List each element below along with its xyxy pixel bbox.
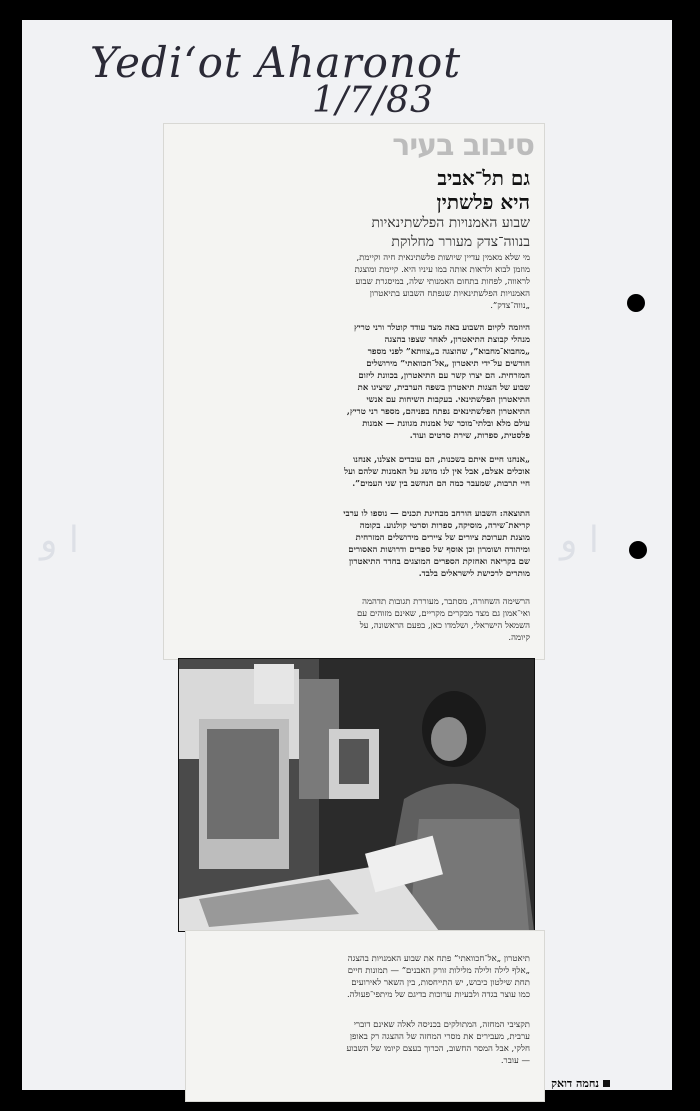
section-heading: סיבוב בעיר (392, 128, 534, 163)
headline (230, 166, 530, 214)
byline-square-icon (603, 1080, 610, 1087)
article-paragraph-5: הרשימה השחורה, מסתבר, מעוררת תגובות תדהמה ואי־אמון גם מצד מבקרים מקריים, שאינם מזוהים עם השמאל הישראלי, ושלמדו כאן, בפעם הראשונה, על קיומה. (357, 597, 530, 643)
article-paragraph-2: היוזמה לקיום השבוע באה מצד עודד קוטלר ורני טריץ מנהלי קבוצת התיאטרון, לאחר שצפו בהצגה „מחבוא־מחבוא”, שהוצגה ב„צוותא” לפני מספר חודשים על־ידי תיאטרון „אל־חכוואתי” מירושלים המזרחית. הם יצרו קשר עם התיאטרון, בכוונת ליזום שבוע של הצגות תיאטרון בשפה הערבית, שיציגו את התיאטרון הפלשתינאי. בעקבות השיחות עם אנשי התיאטרון הפלשתינאים נפתח בפניהם, מספר רני טריץ, עולם מלא ובלתי־מוכר של אמנות מגוונת — אמנות פלסטית, ספרות, שירת סרטים ועוד. (346, 323, 530, 441)
byline (551, 1077, 610, 1090)
article-paragraph-6: תיאטרון „אל־חכוואתי” פתח את שבוע האמנויות בהצגה „אלף לילה ולילה מלילות זורק האבנים” — תמונות חיים תחת שילטון כיבוש, יש התייחסות, בין השאר לאירועים כמו עוצר בגדה ולבעיות ערוכות בדיגם של מיתפי־פעולה. (346, 954, 530, 1000)
photo-scene (179, 659, 534, 931)
handwritten-source: Yedi‘ot Aharonot (90, 38, 462, 87)
byline-author: נחמה דואק (551, 1077, 599, 1090)
subheadline-line-1: שבוע האמנויות הפלשתינאיות (371, 215, 530, 231)
article-paragraph-7: תקציבי המחזה, המתולקים בכניסה לאלה שאינם דוברי ערבית, מעבירים את מסרי המחזה של ההצגה רק באופן חלקי, אבל המסר החשוב, הכרוך בעצם קיומו של השבוע — עובר. (346, 1020, 530, 1066)
bleed-through-mark: ﺍ ﻭ (40, 520, 79, 561)
handwritten-date: 1/7/83 (312, 80, 434, 121)
article-paragraph-3: „אנחנו חיים איתם בשכנות, הם עובדים אצלנו, אנחנו אוכלים אצלם, אבל אין לנו מושג על האמנות שלהם ועל חיי תרבות, שמעבר כמה הם הנחשב בין שני העמים”. (344, 455, 530, 489)
punch-hole-bottom (629, 541, 647, 559)
exhibition-photo (178, 658, 535, 932)
punch-hole-top (627, 294, 645, 312)
headline-line-2: היא פלשתין (436, 190, 530, 214)
newspaper-clipping-continued (185, 930, 545, 1102)
headline-line-1: גם תל־אביב (437, 166, 530, 190)
bleed-through-mark: ﺍ ﻭ (560, 520, 599, 561)
subheadline (210, 214, 530, 252)
newspaper-clipping (163, 123, 545, 660)
article-paragraph-1: מי שלא מאמין עדיין שיושות פלשתינאית חיה וקיימת, מוזמן לבוא ולראות אותה במו עיניו היא. קיימת ומוצגת לראווה, לפחות בתחום האמנותי שלה, במיסגרת שבוע האמנויות הפלשתינאיות שנפתח השבוע בתיאטרון „נווה־צדק”. (354, 253, 530, 311)
article-paragraph-4: התוצאה: השבוע הורחב מבחינת תכנים — נוספו לו ערבי קריאת־שירה, מוסיקה, ספרות וסרטי קולנוע. בקומה מוצגת תערוכת ציורים של ציירים מירושלים המזרחית ומיהודה ושומרון וכן אוסף של ספרים ודרושות האסורים שם בקריאה ואחזקת הספרים המוצגים בחדר התיאטרון מותרים לרכישת לישראלים בלבד. (343, 509, 530, 579)
subheadline-line-2: בנווה־צדק מעורר מחלוקת (391, 234, 530, 250)
